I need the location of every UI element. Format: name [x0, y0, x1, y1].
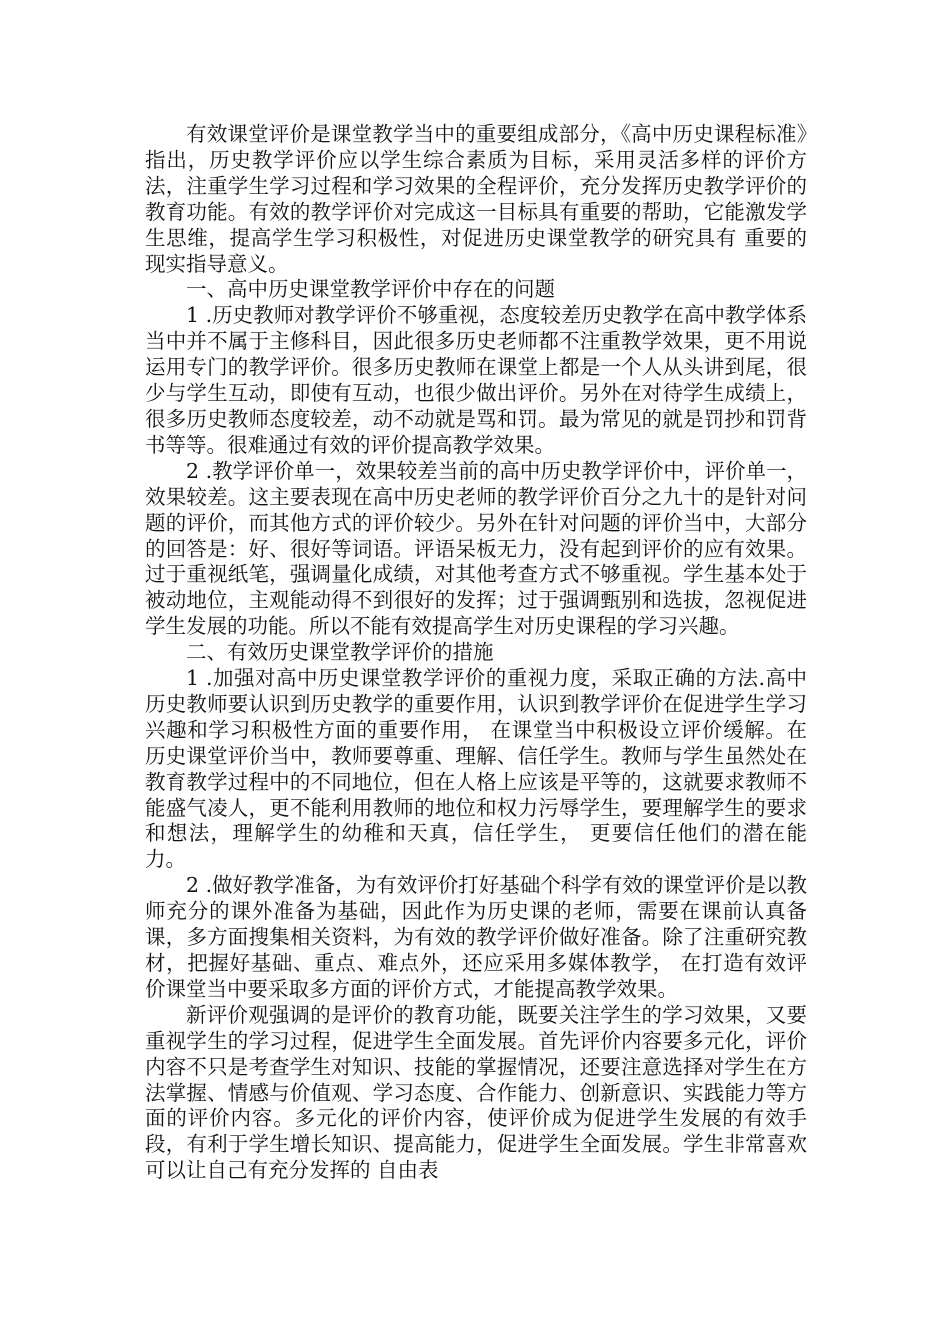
intro-paragraph: 有效课堂评价是课堂教学当中的重要组成部分，《高中历史课程标准》指出，历史教学评价应以学生综合素质为目标，采用灵活多样的评价方法，注重学生学习过程和学习效果的全程评价，充分发挥历史教学评价的教育功能。有效的教学评价对完成这一目标具有重要的帮助，它能激发学生思维，提高学生学习积极性，对促进历史课堂教学的研究具有 重要的现实指导意义。	[145, 122, 807, 276]
measure-paragraph-2: 2 .做好教学准备，为有效评价打好基础个科学有效的课堂评价是以教师充分的课外准备为基础，因此作为历史课的老师，需要在课前认真备课，多方面搜集相关资料，为有效的教学评价做好准备。除了注重研究教材，把握好基础、重点、难点外，还应采用多媒体教学， 在打造有效评价课堂当中要采取多方面的评价方式，才能提高教学效果。	[145, 873, 807, 1001]
problem-paragraph-2: 2 .教学评价单一，效果较差当前的高中历史教学评价中，评价单一，效果较差。这主要表现在高中历史老师的教学评价百分之九十的是针对问题的评价，而其他方式的评价较少。另外在针对问题的评价当中，大部分的回答是：好、很好等词语。评语呆板无力，没有起到评价的应有效果。过于重视纸笔，强调量化成绩，对其他考查方式不够重视。学生基本处于被动地位，主观能动得不到很好的发挥；过于强调甄别和选拔，忽视促进学生发展的功能。所以不能有效提高学生对历史课程的学习兴趣。	[145, 458, 807, 639]
section-heading-1: 一、高中历史课堂教学评价中存在的问题	[186, 277, 555, 302]
section-heading-2: 二、有效历史课堂教学评价的措施	[186, 640, 494, 665]
measure-paragraph-1: 1 .加强对高中历史课堂教学评价的重视力度，采取正确的方法.高中历史教师要认识到历史教学的重要作用，认识到教学评价在促进学生学习兴趣和学习积极性方面的重要作用， 在课堂当中积极设立评价缓解。在历史课堂评价当中，教师要尊重、理解、信任学生。教师与学生虽然处在教育教学过程中的不同地位，但在人格上应该是平等的，这就要求教师不能盛气凌人，更不能利用教师的地位和权力污辱学生，要理解学生的要求和想法，理解学生的幼稚和天真，信任学生， 更要信任他们的潜在能力。	[145, 666, 807, 872]
problem-paragraph-1: 1 .历史教师对教学评价不够重视，态度较差历史教学在高中教学体系当中并不属于主修科目，因此很多历史老师都不注重教学效果，更不用说运用专门的教学评价。很多历史教师在课堂上都是一个人从头讲到尾，很少与学生互动，即使有互动，也很少做出评价。另外在对待学生成绩上，很多历史教师态度较差，动不动就是骂和罚。最为常见的就是罚抄和罚背书等等。很难通过有效的评价提高教学效果。	[145, 303, 807, 457]
evaluation-paragraph: 新评价观强调的是评价的教育功能，既要关注学生的学习效果，又要重视学生的学习过程，促进学生全面发展。首先评价内容要多元化，评价内容不只是考查学生对知识、技能的掌握情况，还要注意选择对学生在方法掌握、情感与价值观、学习态度、合作能力、创新意识、实践能力等方面的评价内容。多元化的评价内容，使评价成为促进学生发展的有效手段，有利于学生增长知识、提高能力，促进学生全面发展。学生非常喜欢可以让自己有充分发挥的 自由表	[145, 1002, 807, 1183]
document-body	[145, 122, 807, 1184]
